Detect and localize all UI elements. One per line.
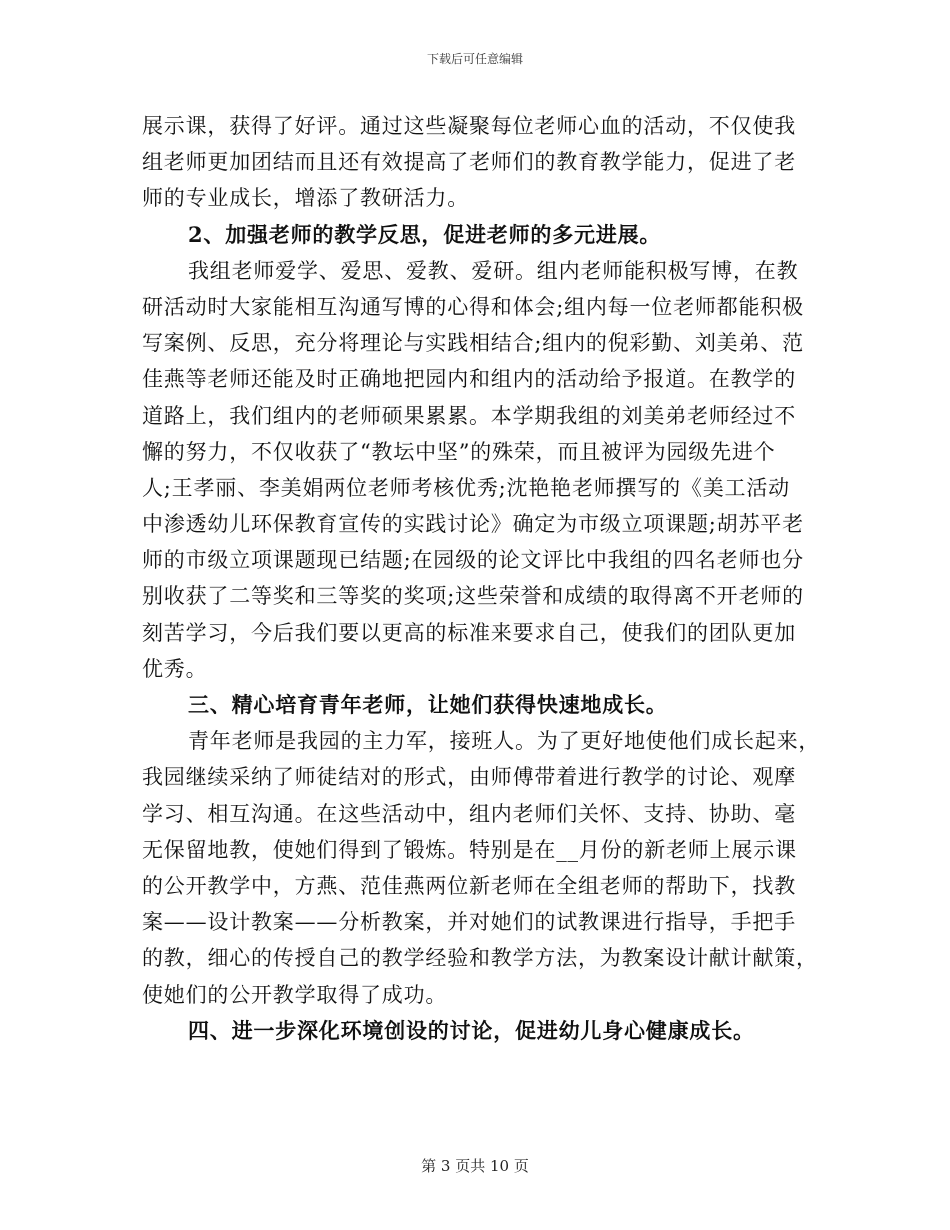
page-indicator: 第 3 页共 10 页	[421, 1157, 529, 1175]
body-text-line: 师的专业成长，增添了教研活力。	[142, 186, 469, 211]
body-text-line: 研活动时大家能相互沟通写博的心得和体会;组内每一位老师都能积极	[142, 294, 804, 319]
body-text-line: 使她们的公开教学取得了成功。	[142, 982, 448, 1007]
body-text-line: 无保留地教，使她们得到了锻炼。特别是在__月份的新老师上展示课	[142, 837, 797, 862]
body-text-line: 道路上，我们组内的老师硕果累累。本学期我组的刘美弟老师经过不	[142, 403, 796, 428]
body-text-line: 展示课，获得了好评。通过这些凝聚每位老师心血的活动，不仅使我	[142, 114, 796, 138]
body-text-line: 人;王孝丽、李美娟两位老师考核优秀;沈艳艳老师撰写的《美工活动	[142, 475, 790, 500]
section-heading: 四、进一步深化环境创设的讨论，促进幼儿身心健康成长。	[188, 1017, 755, 1043]
body-text-line: 优秀。	[142, 656, 208, 681]
body-text-line: 的公开教学中，方燕、范佳燕两位新老师在全组老师的帮助下，找教	[142, 873, 796, 898]
body-text-line: 师的市级立项课题现已结题;在园级的论文评比中我组的四名老师也分	[142, 548, 804, 573]
body-text-line: 案——设计教案——分析教案，并对她们的试教课进行指导，手把手	[142, 910, 796, 935]
body-text-line: 刻苦学习，今后我们要以更高的标准来要求自己，使我们的团队更加	[142, 620, 796, 645]
body-text-line: 的教，细心的传授自己的教学经验和教学方法，为教案设计献计献策，	[142, 946, 818, 971]
body-text-line: 懈的努力，不仅收获了“教坛中坚”的殊荣，而且被评为园级先进个	[142, 439, 776, 464]
body-text-line: 写案例、反思，充分将理论与实践相结合;组内的倪彩勤、刘美弟、范	[142, 331, 804, 356]
body-text-line: 学习、相互沟通。在这些活动中，组内老师们关怀、支持、协助、毫	[142, 801, 796, 826]
body-text-line: 我组老师爱学、爱思、爱教、爱研。组内老师能积极写博，在教	[188, 258, 799, 283]
section-heading: 三、精心培育青年老师，让她们获得快速地成长。	[188, 692, 668, 717]
body-text-line: 组老师更加团结而且还有效提高了老师们的教育教学能力，促进了老	[142, 150, 796, 175]
header-note: 下载后可任意编辑	[426, 52, 523, 66]
body-text-line: 别收获了二等奖和三等奖的奖项;这些荣誉和成绩的取得离不开老师的	[142, 584, 804, 609]
body-text-line: 中渗透幼儿环保教育宣传的实践讨论》确定为市级立项课题;胡苏平老	[142, 512, 804, 537]
document-body	[142, 108, 821, 1049]
body-text-line: 佳燕等老师还能及时正确地把园内和组内的活动给予报道。在教学的	[142, 367, 796, 392]
section-heading: 2、加强老师的教学反思，促进老师的多元进展。	[188, 221, 662, 247]
body-text-line: 青年老师是我园的主力军，接班人。为了更好地使他们成长起来，	[188, 729, 821, 754]
body-text-line: 我园继续采纳了师徒结对的形式，由师傅带着进行教学的讨论、观摩	[142, 765, 796, 790]
